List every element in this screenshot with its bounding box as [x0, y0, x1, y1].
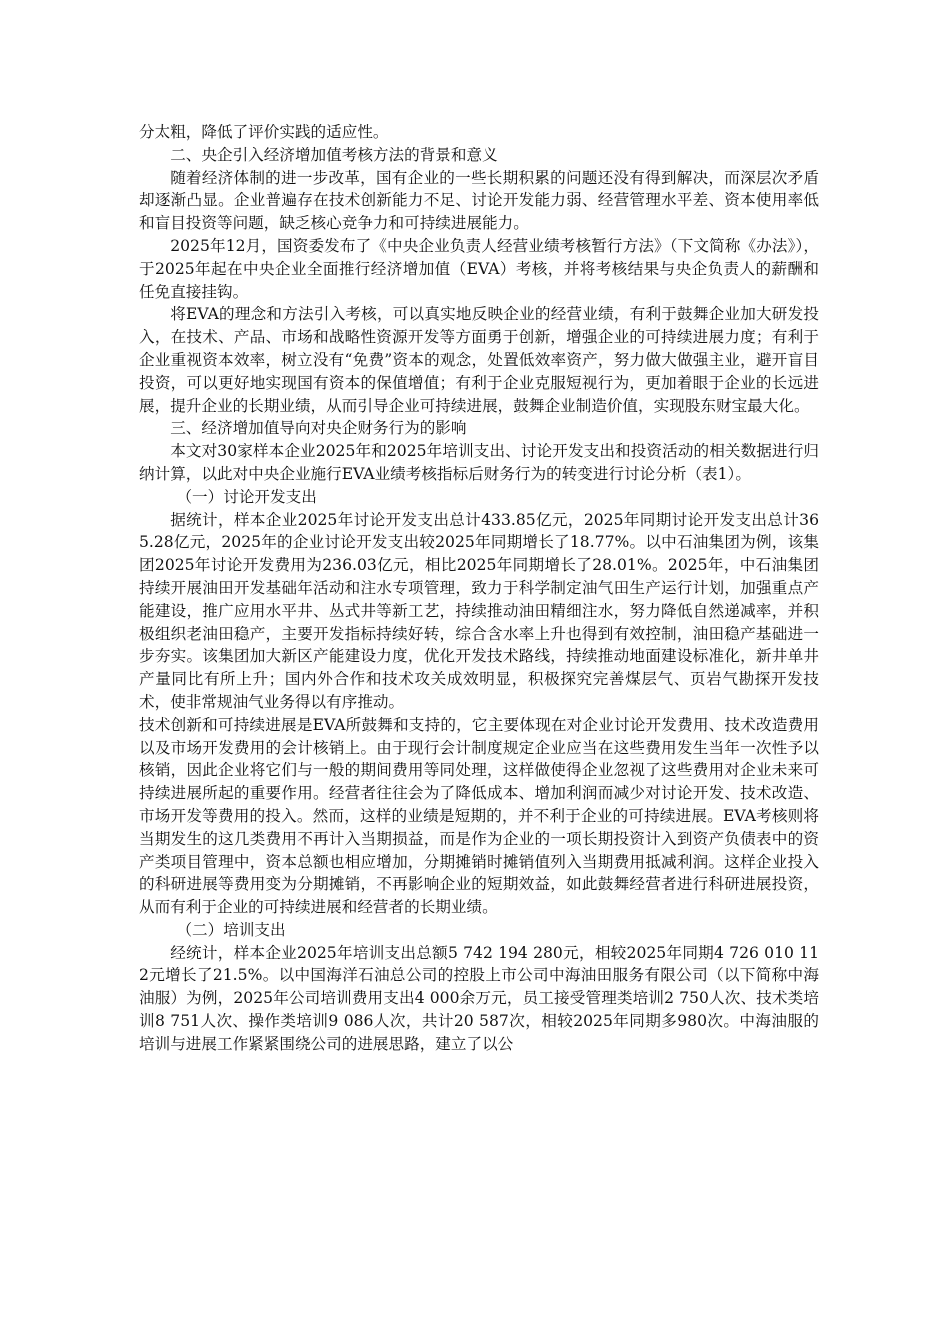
paragraph: 据统计，样本企业2025年讨论开发支出总计433.85亿元，2025年同期讨论开发支出总计365.28亿元，2025年的企业讨论开发支出较2025年同期增长了18.77%。以中石油集团为例，该集团2025年讨论开发费用为236.03亿元，相比2025年同期增长了28.01%。2025年，中石油集团持续开展油田开发基础年活动和注水专项管理，致力于科学制定油气田生产运行计划，加强重点产能建设，推广应用水平井、丛式井等新工艺，持续推动油田精细注水，努力降低自然递减率，并积极组织老油田稳产，主要开发指标持续好转，综合含水率上升也得到有效控制，油田稳产基础进一步夯实。该集团加大新区产能建设力度，优化开发技术路线，持续推动地面建设标准化，新井单井产量同比有所上升；国内外合作和技术攻关成效明显，积极探究完善煤层气、页岩气勘探开发技术，使非常规油气业务得以有序推动。 — [139, 510, 819, 711]
paragraph-continuation: 分太粗，降低了评价实践的适应性。 — [139, 123, 389, 141]
paragraph: 将EVA的理念和方法引入考核，可以真实地反映企业的经营业绩，有利于鼓舞企业加大研发投入，在技术、产品、市场和战略性资源开发等方面勇于创新，增强企业的可持续进展力度；有利于企业重视资本效率，树立没有“免费”资本的观念，处置低效率资产，努力做大做强主业，避开盲目投资，可以更好地实现国有资本的保值增值；有利于企业克服短视行为，更加着眼于企业的长远进展，提升企业的长期业绩，从而引导企业可持续进展，鼓舞企业制造价值，实现股东财宝最大化。 — [139, 305, 819, 415]
paragraph: 经统计，样本企业2025年培训支出总额5 742 194 280元，相较2025年同期4 726 010 112元增长了21.5%。以中国海洋石油总公司的控股上市公司中海油田服务有限公司（以下简称中海油服）为例，2025年公司培训费用支出4 000余万元，员工接受管理类培训2 750人次、技术类培训8 751人次、操作类培训9 086人次，共计20 587次，相较2025年同期多980次。中海油服的培训与进展工作紧紧围绕公司的进展思路，建立了以公 — [139, 943, 820, 1053]
document-body — [139, 121, 819, 1056]
subsection-heading-rd: （一）讨论开发支出 — [176, 487, 317, 506]
paragraph: 本文对30家样本企业2025年和2025年培训支出、讨论开发支出和投资活动的相关数据进行归纳计算，以此对中央企业施行EVA业绩考核指标后财务行为的转变进行讨论分析（表1）。 — [139, 442, 819, 483]
section-heading-3: 三、经济增加值导向对央企财务行为的影响 — [170, 419, 467, 438]
section-heading-2: 二、央企引入经济增加值考核方法的背景和意义 — [170, 145, 498, 164]
paragraph: 技术创新和可持续进展是EVA所鼓舞和支持的，它主要体现在对企业讨论开发费用、技术改造费用以及市场开发费用的会计核销上。由于现行会计制度规定企业应当在这些费用发生当年一次性予以核销，因此企业将它们与一般的期间费用等同处理，这样做使得企业忽视了这些费用对企业未来可持续进展所起的重要作用。经营者往往会为了降低成本、增加利润而减少对讨论开发、技术改造、市场开发等费用的投入。然而，这样的业绩是短期的，并不利于企业的可持续进展。EVA考核则将当期发生的这几类费用不再计入当期损益，而是作为企业的一项长期投资计入到资产负债表中的资产类项目管理中，资本总额也相应增加，分期摊销时摊销值列入当期费用抵减利润。这样企业投入的科研进展等费用变为分期摊销，不再影响企业的短期效益，如此鼓舞经营者进行科研进展投资，从而有利于企业的可持续进展和经营者的长期业绩。 — [139, 715, 819, 917]
subsection-heading-training: （二）培训支出 — [176, 920, 286, 939]
paragraph: 随着经济体制的进一步改革，国有企业的一些长期积累的问题还没有得到解决，而深层次矛盾却逐渐凸显。企业普遍存在技术创新能力不足、讨论开发能力弱、经营管理水平差、资本使用率低和盲目投资等问题，缺乏核心竞争力和可持续进展能力。 — [139, 168, 819, 233]
paragraph: 2025年12月，国资委发布了《中央企业负责人经营业绩考核暂行方法》（下文简称《办法》），于2025年起在中央企业全面推行经济增加值（EVA）考核，并将考核结果与央企负责人的薪酬和任免直接挂钩。 — [139, 236, 819, 301]
